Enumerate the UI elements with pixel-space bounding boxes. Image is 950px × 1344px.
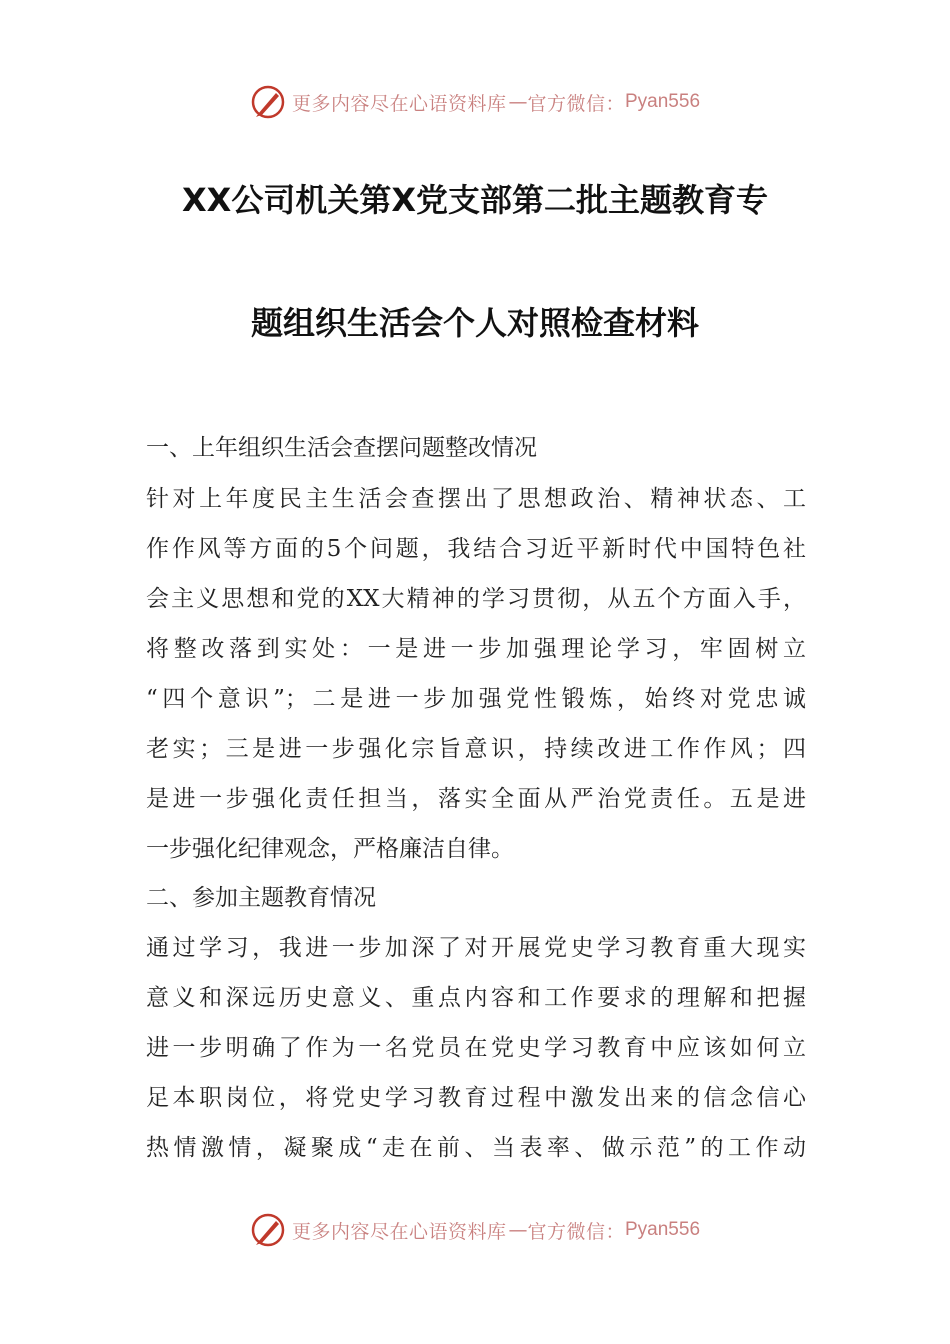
paragraph-line: 通过学习，我进一步加深了对开展党史学习教育重大现实 <box>146 935 806 961</box>
paragraph-line: 进一步明确了作为一名党员在党史学习教育中应该如何立 <box>146 1035 806 1061</box>
pen-circle-logo-icon <box>250 84 286 120</box>
paragraph-line: “四个意识”；二是进一步加强党性锻炼，始终对党忠诚 <box>146 686 806 712</box>
section-heading: 二、参加主题教育情况 <box>146 885 376 911</box>
pen-circle-logo-icon <box>250 1212 286 1248</box>
watermark-separator: — <box>508 1219 528 1241</box>
paragraph-line: 热情激情，凝聚成“走在前、当表率、做示范”的工作动 <box>146 1135 806 1161</box>
document-title-line-2: 题组织生活会个人对照检查材料 <box>250 304 699 342</box>
watermark-banner-top <box>0 80 950 124</box>
watermark-label: 官方微信： <box>527 92 625 115</box>
paragraph-line: 作作风等方面的5个问题，我结合习近平新时代中国特色社 <box>146 536 806 562</box>
paragraph-line: 针对上年度民主生活会查摆出了思想政治、精神状态、工 <box>146 486 806 512</box>
paragraph-line: 一步强化纪律观念，严格廉洁自律。 <box>146 836 514 862</box>
paragraph-line: 意义和深远历史意义、重点内容和工作要求的理解和把握 <box>146 985 806 1011</box>
paragraph-line: 老实；三是进一步强化宗旨意识，持续改进工作作风；四 <box>146 736 806 762</box>
watermark-label: 官方微信： <box>527 1220 625 1243</box>
watermark-banner-bottom <box>0 1208 950 1252</box>
document-title-line-1: XX公司机关第X党支部第二批主题教育专 <box>181 181 769 219</box>
watermark-site-name: 更多内容尽在心语资料库 <box>291 1220 507 1243</box>
paragraph-line: 将整改落到实处：一是进一步加强理论学习，牢固树立 <box>146 636 806 662</box>
section-heading: 一、上年组织生活会查摆问题整改情况 <box>146 435 537 461</box>
watermark-site-name: 更多内容尽在心语资料库 <box>291 92 507 115</box>
paragraph-line: 是进一步强化责任担当，落实全面从严治党责任。五是进 <box>146 786 806 812</box>
watermark-separator: — <box>508 91 528 113</box>
watermark-handle: Pyan556 <box>625 1219 701 1240</box>
watermark-handle: Pyan556 <box>625 91 701 112</box>
paragraph-line: 会主义思想和党的XX大精神的学习贯彻，从五个方面入手， <box>146 586 806 612</box>
paragraph-line: 足本职岗位，将党史学习教育过程中激发出来的信念信心 <box>146 1085 806 1111</box>
